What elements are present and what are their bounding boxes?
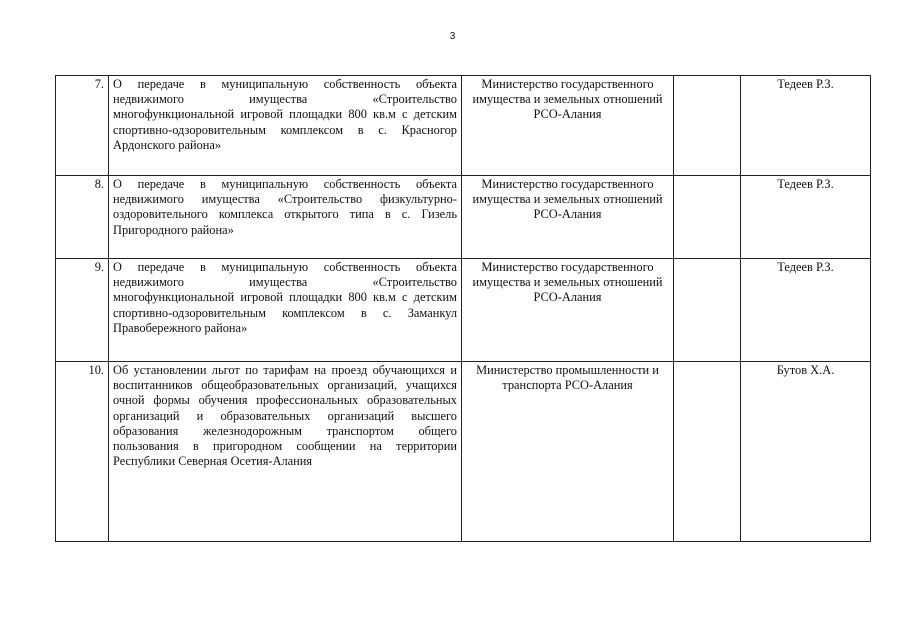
table-row [56,259,871,362]
row-responsible: Тедеев Р.З. [741,176,871,259]
row-number: 10. [56,362,109,542]
row-extra [674,259,741,362]
row-number: 9. [56,259,109,362]
row-extra [674,362,741,542]
table-row [56,362,871,542]
row-responsible: Тедеев Р.З. [741,259,871,362]
table-row [56,76,871,176]
row-title: О передаче в муниципальную собственность объекта недвижимого имущества «Строительство многофункциональной игровой площадки 800 кв.м с детским спортивно-одзоровительным комплексом в с. Красногор Ардонского района» [109,76,462,176]
row-organization: Министерство государственного имущества и земельных отношений РСО-Алания [462,176,674,259]
row-title: О передаче в муниципальную собственность объекта недвижимого имущества «Строительство многофункциональной игровой площадки 800 кв.м с детским спортивно-одзоровительным комплексом в с. Заманкул Правобережного района» [109,259,462,362]
row-organization: Министерство государственного имущества и земельных отношений РСО-Алания [462,259,674,362]
row-responsible: Тедеев Р.З. [741,76,871,176]
row-title: О передаче в муниципальную собственность объекта недвижимого имущества «Строительство физкультурно-оздоровительного комплекса открытого типа в с. Гизель Пригородного района» [109,176,462,259]
row-extra [674,76,741,176]
row-number: 8. [56,176,109,259]
page-number: 3 [449,31,456,42]
row-responsible: Бутов Х.А. [741,362,871,542]
row-organization: Министерство промышленности и транспорта РСО-Алания [462,362,674,542]
agenda-table [55,75,871,542]
row-number: 7. [56,76,109,176]
table-row [56,176,871,259]
row-extra [674,176,741,259]
row-organization: Министерство государственного имущества и земельных отношений РСО-Алания [462,76,674,176]
row-title: Об установлении льгот по тарифам на проезд обучающихся и воспитанников общеобразовательных организаций, учащихся очной формы обучения профессиональных образовательных организаций и образовательных организаций высшего образования железнодорожным транспортом общего пользования в пригородном сообщении на территории Республики Северная Осетия-Алания [109,362,462,542]
